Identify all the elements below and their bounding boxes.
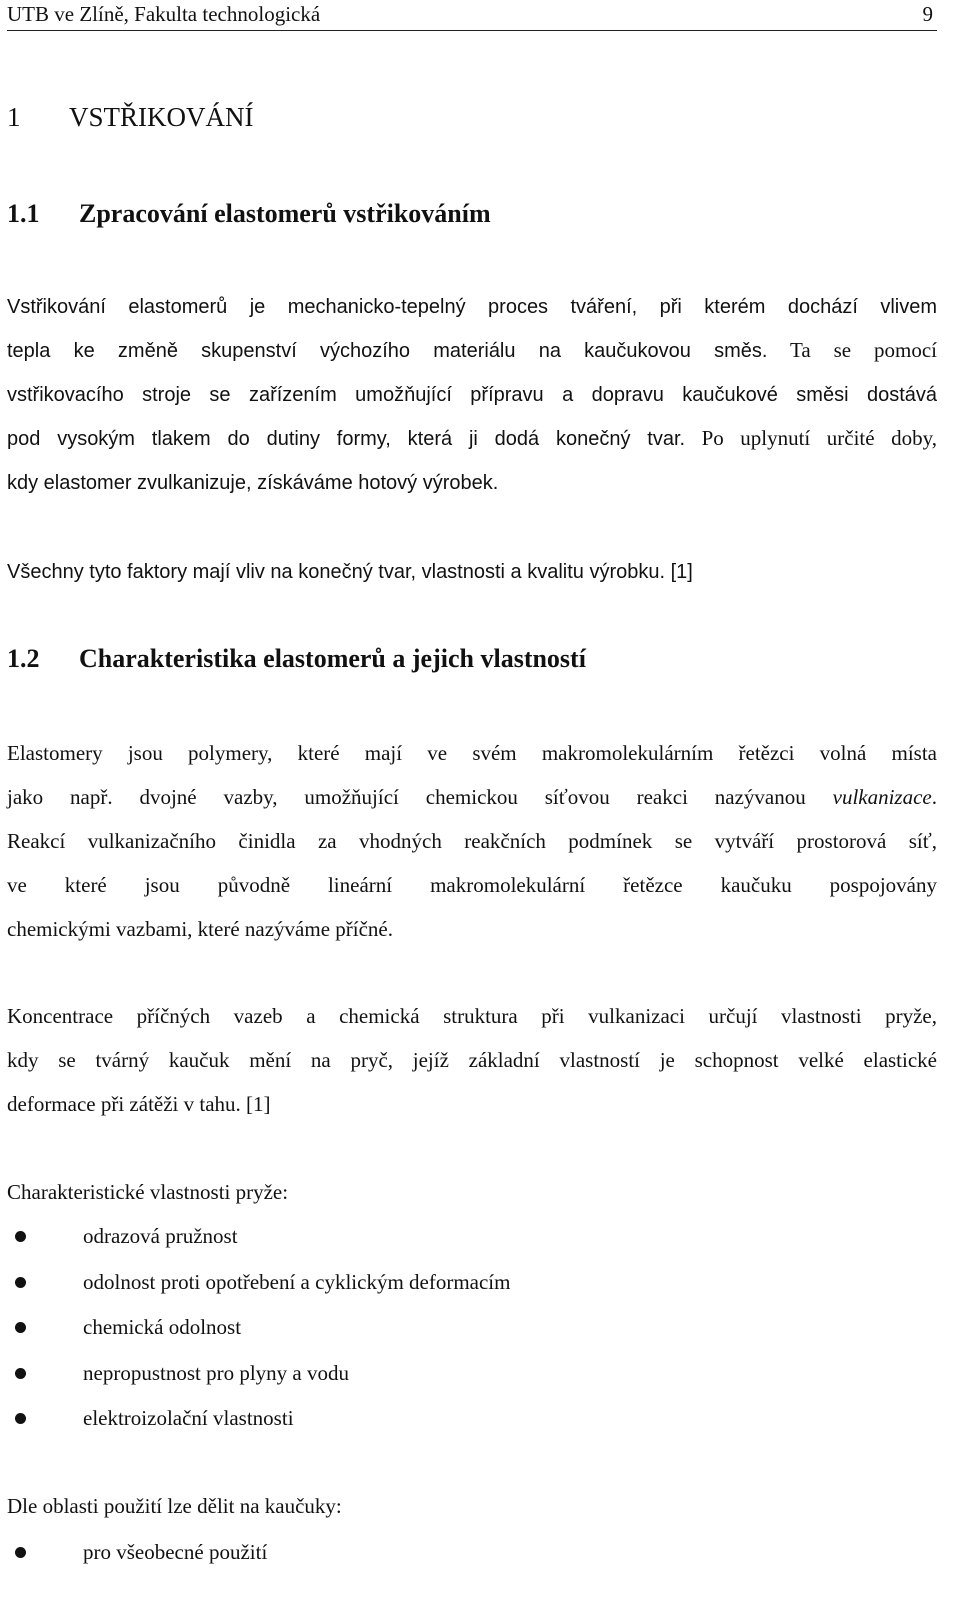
paragraph-crosslinks [7, 994, 937, 1126]
page-number: 9 [922, 2, 933, 26]
section-title: Charakteristika elastomerů a jejich vlastností [79, 644, 586, 673]
chapter-heading [7, 102, 254, 133]
properties-list [7, 1214, 937, 1442]
text-line: Reakcí vulkanizačního činidla za vhodných reakčních podmínek se vytváří prostorová síť, [7, 829, 937, 853]
list-item: odrazová pružnost [7, 1214, 937, 1260]
section-heading-1-1 [7, 199, 491, 229]
paragraph-factors: Všechny tyto faktory mají vliv na konečný tvar, vlastnosti a kvalitu výrobku. [1] [7, 561, 693, 583]
text-line: kdy elastomer zvulkanizuje, získáváme hotový výrobek. [7, 472, 499, 494]
bullet-icon [15, 1231, 26, 1242]
section-title: Zpracování elastomerů vstřikováním [79, 199, 491, 228]
text-line: tepla ke změně skupenství výchozího materiálu na kaučukovou směs. Ta se pomocí [7, 338, 937, 362]
term-vulkanizace: vulkanizace [832, 785, 932, 809]
page-header [7, 0, 937, 31]
rubber-usage-list [7, 1530, 937, 1576]
list-item: nepropustnost pro plyny a vodu [7, 1351, 937, 1397]
list-item: odolnost proti opotřebení a cyklickým deformacím [7, 1260, 937, 1306]
text-line: ve které jsou původně lineární makromolekulární řetězce kaučuku pospojovány [7, 873, 937, 897]
bullet-icon [15, 1547, 26, 1558]
bullet-icon [15, 1368, 26, 1379]
text-line: Vstřikování elastomerů je mechanicko-tepelný proces tváření, při kterém dochází vlivem [7, 296, 937, 318]
chapter-title: VSTŘIKOVÁNÍ [69, 102, 254, 132]
section-heading-1-2 [7, 644, 586, 674]
section-number: 1.1 [7, 199, 40, 228]
text-line: Elastomery jsou polymery, které mají ve svém makromolekulárním řetězci volná místa [7, 741, 937, 765]
list-item: pro všeobecné použití [7, 1530, 937, 1576]
section-number: 1.2 [7, 644, 40, 673]
text-line: vstřikovacího stroje se zařízením umožňující přípravu a dopravu kaučukové směsi dostává [7, 384, 937, 406]
bullet-icon [15, 1277, 26, 1288]
list-item: chemická odolnost [7, 1305, 937, 1351]
list-intro-rubbers: Dle oblasti použití lze dělit na kaučuky: [7, 1494, 342, 1518]
text-line: pod vysokým tlakem do dutiny formy, která ji dodá konečný tvar. Po uplynutí určité doby, [7, 426, 937, 450]
text-line: deformace při zátěži v tahu. [1] [7, 1092, 271, 1116]
text-line: kdy se tvárný kaučuk mění na pryč, jejíž základní vlastností je schopnost velké elastické [7, 1048, 937, 1072]
bullet-icon [15, 1322, 26, 1333]
text-line: jako např. dvojné vazby, umožňující chemickou síťovou reakci nazývanou vulkanizace. [7, 785, 937, 809]
paragraph-injection-intro [7, 284, 937, 504]
text-line: Koncentrace příčných vazeb a chemická struktura při vulkanizaci určují vlastnosti pryže, [7, 1004, 937, 1028]
bullet-icon [15, 1413, 26, 1424]
list-intro-properties: Charakteristické vlastnosti pryže: [7, 1180, 289, 1204]
header-title: UTB ve Zlíně, Fakulta technologická [7, 2, 321, 26]
text-line: chemickými vazbami, které nazýváme příčné. [7, 917, 393, 941]
paragraph-elastomers [7, 731, 937, 951]
list-item: elektroizolační vlastnosti [7, 1396, 937, 1442]
chapter-number: 1 [7, 102, 21, 132]
